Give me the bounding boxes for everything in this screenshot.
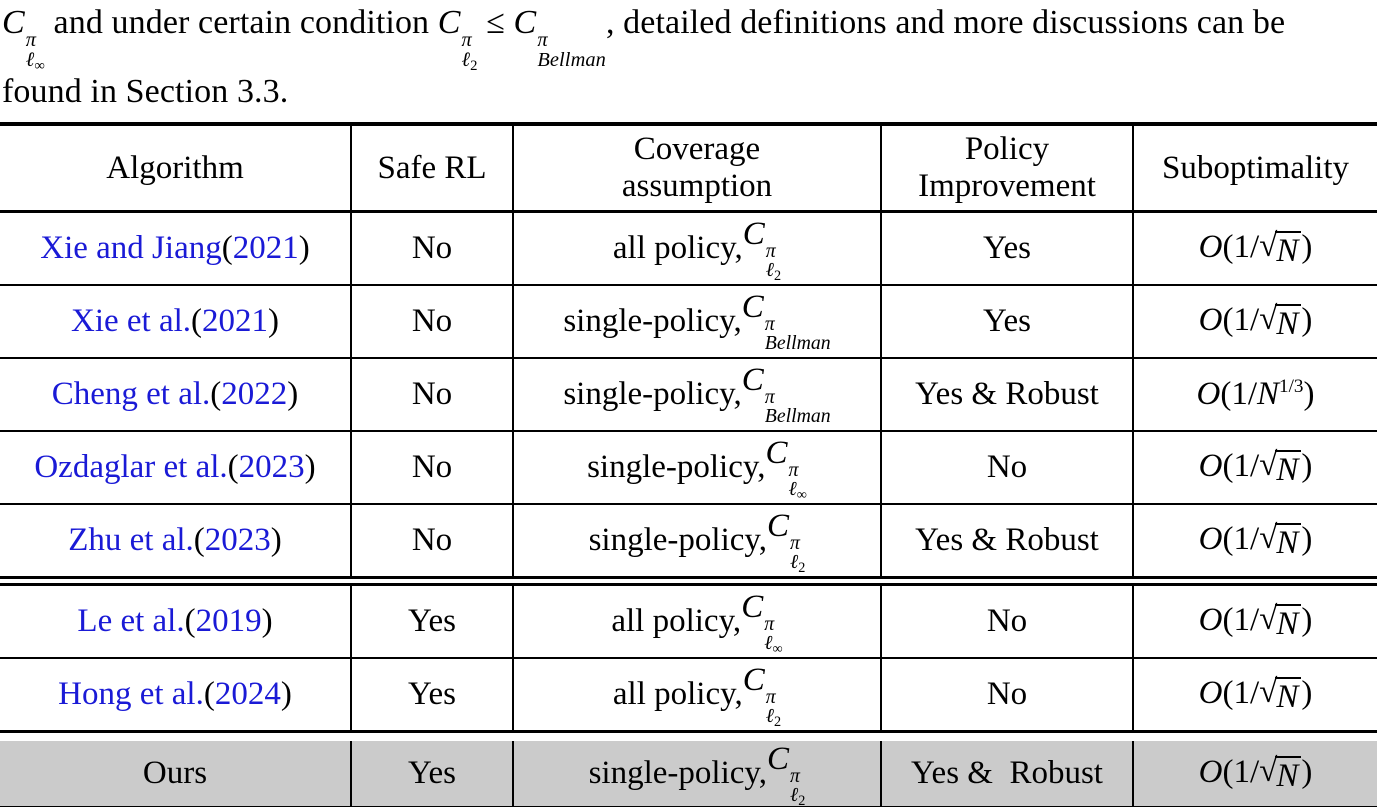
radicand: N (1275, 604, 1301, 642)
policy-improvement-cell (880, 432, 1132, 503)
math-base: C (742, 216, 765, 253)
table-row (0, 586, 1377, 657)
sqrt (1259, 228, 1301, 269)
header-label: Suboptimality (1161, 149, 1349, 186)
safe-rl-cell (350, 432, 512, 503)
math-subscript: ℓ$_2$ (765, 259, 782, 285)
math-base: C (767, 741, 790, 778)
math-subsubscript: 2 (773, 268, 782, 285)
math-scripts (764, 385, 831, 428)
algorithm-cell: Xie and Jiang ( 2021 ) (40, 230, 310, 267)
coverage-text: single-policy, (587, 449, 766, 486)
table-spacer (0, 733, 1377, 741)
math-formula-O_sqrtN: O(1/ √ N ) (1198, 752, 1313, 794)
math-base: C (741, 589, 764, 626)
header-cell-safe-rl (350, 126, 512, 210)
math-formula-C_Bellman (742, 362, 831, 427)
suboptimality-cell (1132, 432, 1377, 503)
math-formula-O_sqrtN: O(1/ √ N ) (1198, 674, 1313, 715)
header-cell-algorithm (0, 126, 350, 210)
coverage-cell (512, 505, 880, 576)
citation-year-link[interactable]: 2019 (195, 603, 262, 640)
math-subsubscript: ∞ (796, 487, 807, 504)
math-formula-C_Bellman (742, 289, 831, 354)
table-row (0, 359, 1377, 430)
coverage-text: single-policy, (588, 755, 767, 792)
radicand: N (1275, 756, 1301, 794)
safe-rl-value: Yes (407, 603, 457, 640)
math-base: C (741, 289, 764, 326)
math-base: C (513, 4, 537, 41)
citation-link[interactable]: Cheng et al. (51, 376, 211, 413)
math-formula-C_l2 (767, 508, 806, 577)
math-scripts (789, 764, 806, 809)
math-superscript: π (790, 531, 800, 554)
coverage-cell (512, 213, 880, 284)
big-o: O (1198, 448, 1223, 484)
header-cell-coverage-assumption (512, 126, 880, 210)
math-scripts (764, 312, 831, 355)
table-row (0, 505, 1377, 576)
algorithm-cell (0, 741, 350, 806)
coverage-cell (512, 586, 880, 657)
table-row-ours (0, 741, 1377, 809)
policy-improvement-value: Yes (982, 230, 1032, 267)
citation-year-link[interactable]: 2021 (232, 230, 299, 267)
table-row (0, 213, 1377, 284)
algorithm-cell: Ozdaglar et al. ( 2023 ) (34, 449, 316, 486)
math-formula-C_linf (765, 435, 807, 504)
math-subscript: Bellman (764, 332, 831, 355)
big-o: O (1198, 302, 1223, 338)
coverage-text: all policy, (612, 230, 743, 267)
intro-text: found in Section 3.3. (2, 73, 289, 111)
citation-year-link[interactable]: 2024 (214, 676, 281, 713)
header-cell-policy-improvement (880, 126, 1132, 210)
safe-rl-value: No (411, 522, 453, 559)
policy-improvement-cell (880, 505, 1132, 576)
suboptimality-cell (1132, 213, 1377, 284)
math-superscript: π (765, 239, 776, 262)
math-formula-O_sqrtN: O(1/ √ N ) (1198, 520, 1313, 561)
algorithm-cell: Le et al. ( 2019 ) (77, 603, 273, 640)
math-base: C (767, 508, 790, 545)
sqrt (1259, 752, 1301, 794)
math-subscript: ℓ$_2$ (765, 705, 782, 731)
header-cell-suboptimality (1132, 126, 1377, 210)
citation-link[interactable]: Xie et al. (70, 303, 192, 340)
intro-text: , detailed definitions and more discussions can be (605, 4, 1286, 41)
math-base: C (741, 362, 764, 399)
coverage-cell (512, 432, 880, 503)
header-label: assumption (621, 168, 773, 205)
safe-rl-cell (350, 286, 512, 357)
citation-link[interactable]: Xie and Jiang (40, 230, 222, 267)
radical-sign: √ (1259, 520, 1278, 556)
header-label: Policy (964, 131, 1050, 168)
safe-rl-value: Yes (407, 755, 457, 792)
sqrt (1259, 601, 1301, 642)
suboptimality-cell (1132, 586, 1377, 657)
safe-rl-cell (350, 359, 512, 430)
sqrt (1259, 674, 1301, 715)
coverage-text: all policy, (612, 676, 743, 713)
math-scripts (789, 531, 806, 577)
header-label: Algorithm (106, 149, 244, 186)
intro-text: ≤ (477, 4, 514, 41)
radicand: N (1275, 304, 1301, 342)
safe-rl-cell (350, 586, 512, 657)
math-subscript: ℓ$_2$ (790, 784, 806, 809)
policy-improvement-cell (880, 659, 1132, 730)
citation-year-link[interactable]: 2022 (221, 376, 288, 413)
math-superscript: π (25, 28, 37, 51)
math-formula-C_l2 (437, 4, 478, 75)
math-scripts (536, 30, 606, 71)
citation-year-link[interactable]: 2021 (202, 303, 269, 340)
sqrt (1259, 520, 1301, 561)
math-subscript: ℓ$_2$ (461, 49, 478, 75)
policy-improvement-value: Yes & Robust (911, 755, 1103, 792)
coverage-text: single-policy, (563, 303, 742, 340)
math-formula-C_l2 (742, 662, 782, 731)
coverage-cell (512, 659, 880, 730)
table-row (0, 286, 1377, 357)
big-o: O (1198, 753, 1223, 790)
math-scripts (765, 239, 782, 285)
math-exponent: 1/3 (1279, 376, 1304, 398)
header-label: Coverage (633, 131, 761, 168)
citation-link[interactable]: Ozdaglar et al. (34, 449, 228, 486)
table-row (0, 432, 1377, 503)
math-subsubscript: 2 (798, 793, 806, 809)
math-formula-C_linf (2, 4, 45, 75)
suboptimality-cell (1132, 505, 1377, 576)
big-o: O (1198, 602, 1223, 638)
big-o: O (1198, 229, 1223, 265)
math-subscript: ℓ$_\infty$ (764, 632, 783, 658)
suboptimality-cell (1132, 359, 1377, 430)
algorithm-cell: Xie et al. ( 2021 ) (70, 303, 280, 340)
math-superscript: π (790, 764, 800, 787)
sqrt (1259, 301, 1301, 342)
math-base: C (742, 662, 765, 699)
safe-rl-cell (350, 213, 512, 284)
math-subsubscript: ∞ (772, 641, 783, 658)
math-base: C (765, 435, 788, 472)
citation-link[interactable]: Zhu et al. (68, 522, 194, 559)
policy-improvement-value: No (986, 676, 1028, 713)
safe-rl-value: No (411, 449, 453, 486)
radical-sign: √ (1259, 228, 1278, 264)
safe-rl-value: No (411, 376, 453, 413)
header-label: Improvement (918, 168, 1096, 205)
table-header-row (0, 126, 1377, 210)
algorithm-cell: Hong et al. ( 2024 ) (58, 676, 292, 713)
big-o: O (1198, 675, 1223, 711)
radicand: N (1275, 677, 1301, 715)
radical-sign: √ (1259, 301, 1278, 337)
math-formula-C_linf (741, 589, 783, 658)
suboptimality-cell (1132, 741, 1377, 806)
math-scripts (765, 685, 782, 731)
policy-improvement-cell (880, 359, 1132, 430)
policy-improvement-value: Yes & Robust (915, 522, 1099, 559)
policy-improvement-value: No (986, 449, 1028, 486)
coverage-cell (512, 286, 880, 357)
coverage-cell (512, 741, 880, 809)
suboptimality-cell (1132, 659, 1377, 730)
math-subsubscript: 2 (798, 560, 806, 577)
policy-improvement-cell (880, 586, 1132, 657)
math-subscript: ℓ$_2$ (790, 551, 806, 577)
header-label: Safe RL (377, 149, 487, 186)
policy-improvement-value: Yes (982, 303, 1032, 340)
radical-sign: √ (1259, 752, 1278, 789)
math-formula-O_sqrtN: O(1/ √ N ) (1198, 447, 1313, 488)
sqrt (1259, 447, 1301, 488)
math-scripts (763, 612, 783, 658)
math-scripts (25, 28, 45, 75)
math-subscript: Bellman (537, 49, 606, 72)
algorithm-cell: Zhu et al. ( 2023 ) (68, 522, 282, 559)
safe-rl-cell (350, 659, 512, 730)
math-base: N (1257, 376, 1280, 413)
radicand: N (1275, 523, 1301, 561)
citation-link[interactable]: Le et al. (77, 603, 185, 640)
math-scripts (788, 458, 807, 504)
coverage-text: single-policy, (588, 522, 767, 559)
safe-rl-value: No (411, 230, 453, 267)
math-formula-C_l2 (742, 216, 782, 285)
math-base: C (2, 4, 25, 41)
safe-rl-cell (350, 741, 512, 806)
radical-sign: √ (1259, 674, 1278, 710)
math-superscript: π (537, 28, 548, 51)
policy-improvement-value: Yes & Robust (915, 376, 1099, 413)
big-o: O (1196, 376, 1221, 413)
math-superscript: π (788, 458, 799, 481)
coverage-cell (512, 359, 880, 430)
math-subsubscript: ∞ (34, 58, 45, 75)
results-table (0, 122, 1377, 807)
math-subsubscript: 2 (470, 58, 478, 75)
math-formula-O_sqrtN: O(1/ √ N ) (1198, 601, 1313, 642)
table-row (0, 659, 1377, 730)
policy-improvement-cell (880, 213, 1132, 284)
intro-text: and under certain condition (44, 4, 438, 41)
math-formula-O_sqrtN: O(1/ √ N ) (1198, 301, 1313, 342)
radical-sign: √ (1259, 601, 1278, 637)
math-formula-C_Bellman (513, 4, 606, 72)
algorithm-label: Ours (142, 755, 208, 792)
math-superscript: π (764, 385, 775, 408)
math-formula-O_sqrtN: O(1/ √ N ) (1198, 228, 1313, 269)
suboptimality-cell (1132, 286, 1377, 357)
math-formula-C_l2 (767, 741, 806, 809)
math-superscript: π (461, 28, 472, 51)
math-subscript: ℓ$_\infty$ (25, 49, 45, 75)
citation-year-link[interactable]: 2023 (238, 449, 305, 486)
policy-improvement-cell (880, 286, 1132, 357)
math-superscript: π (764, 312, 775, 335)
radicand: N (1275, 450, 1301, 488)
math-subscript: Bellman (764, 405, 831, 428)
math-subscript: ℓ$_\infty$ (788, 478, 807, 504)
algorithm-cell: Cheng et al. ( 2022 ) (51, 376, 299, 413)
safe-rl-value: No (411, 303, 453, 340)
safe-rl-value: Yes (407, 676, 457, 713)
intro-paragraph (0, 0, 1377, 115)
radical-sign: √ (1259, 447, 1278, 483)
citation-link[interactable]: Hong et al. (58, 676, 204, 713)
big-o: O (1198, 521, 1223, 557)
math-superscript: π (765, 685, 776, 708)
math-base: C (437, 4, 461, 41)
radicand: N (1275, 231, 1301, 269)
coverage-text: single-policy, (563, 376, 742, 413)
math-formula-O_N13: $O(1/N^{1/3})$ (1196, 376, 1315, 413)
policy-improvement-cell (880, 741, 1132, 806)
math-subsubscript: 2 (773, 714, 782, 731)
policy-improvement-value: No (986, 603, 1028, 640)
safe-rl-cell (350, 505, 512, 576)
citation-year-link[interactable]: 2023 (204, 522, 271, 559)
math-superscript: π (764, 612, 775, 635)
coverage-text: all policy, (611, 603, 742, 640)
math-scripts (461, 28, 478, 75)
